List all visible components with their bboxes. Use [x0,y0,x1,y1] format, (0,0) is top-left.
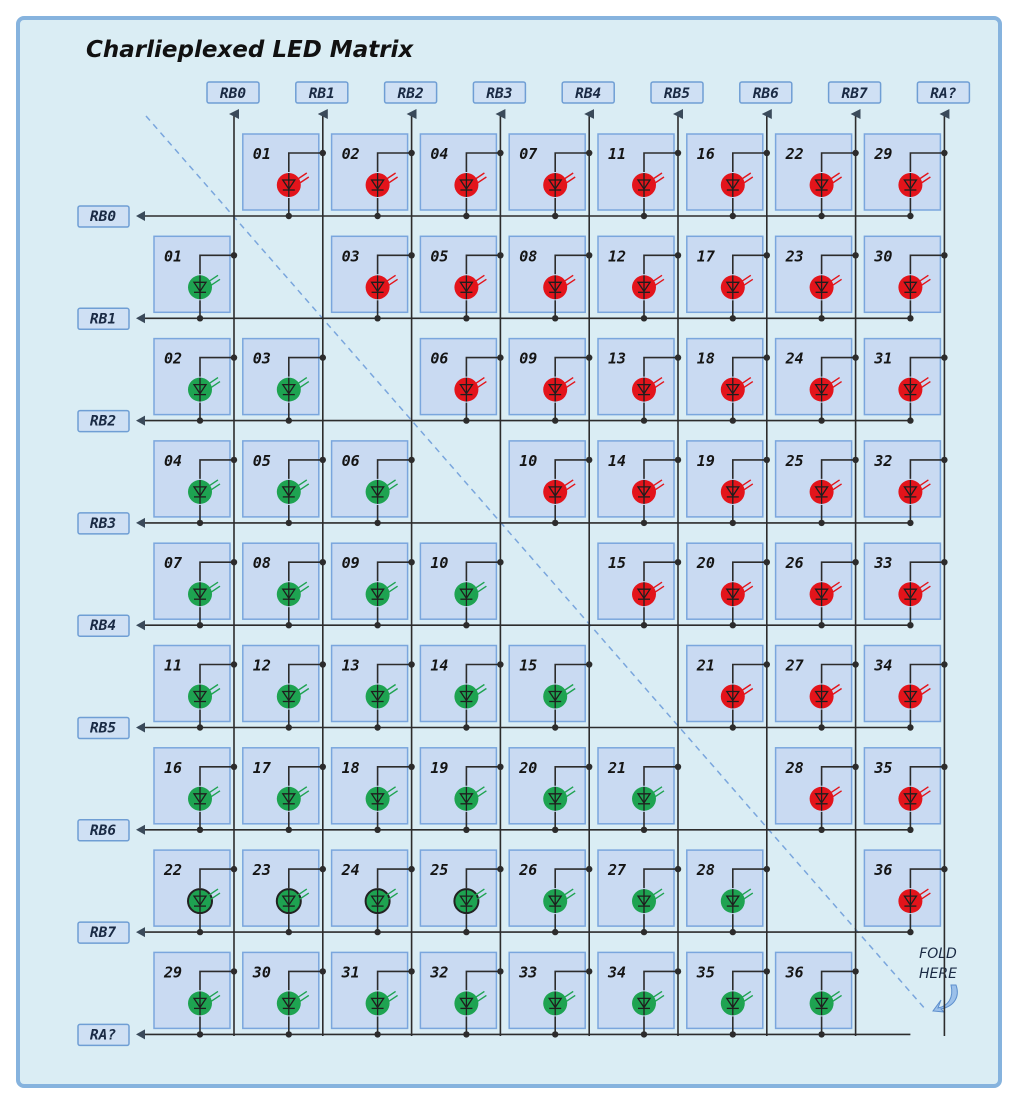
column-pin-tag [829,82,881,103]
junction-dot [408,559,414,565]
led-cell [598,441,674,517]
led-number: 05 [252,451,271,470]
led-number: 11 [608,145,627,163]
led-cell [776,441,852,517]
led-number: 14 [608,451,627,470]
junction-dot [764,354,770,360]
led-number: 34 [874,656,893,675]
led-cell [154,543,230,619]
led-number: 06 [430,349,449,368]
junction-dot [497,354,503,360]
junction-dot [408,968,414,974]
led-cell [509,748,585,824]
led-number: 10 [519,451,538,470]
junction-dot [941,866,947,872]
junction-dot [764,559,770,565]
led-cell [509,339,585,415]
junction-dot [941,559,947,565]
led-number: 15 [519,656,538,675]
led-number: 31 [874,349,893,368]
led-number: 18 [696,349,715,368]
led-cell [864,850,940,926]
junction-dot [586,252,592,258]
led-cell [154,441,230,517]
led-cell [154,236,230,312]
fold-label-line1: FOLD [919,946,957,962]
led-number: 12 [608,247,627,266]
junction-dot [320,457,326,463]
led-number: 16 [164,758,183,777]
led-cell [420,952,496,1028]
led-number: 32 [430,963,449,982]
led-number: 25 [785,451,804,470]
column-pin-label: RB6 [752,86,779,102]
led-cell [864,543,940,619]
led-cell [687,236,763,312]
row-pin-label: RB6 [89,822,117,839]
column-pin-tag [917,82,969,103]
led-number: 10 [430,554,449,573]
junction-dot [941,252,947,258]
led-cell [864,441,940,517]
led-number: 05 [430,247,449,266]
led-number: 23 [252,861,271,880]
junction-dot [231,354,237,360]
led-cell [332,134,408,210]
junction-dot [852,661,858,667]
led-number: 19 [430,758,449,777]
junction-dot [586,866,592,872]
junction-dot [320,559,326,565]
led-cell [509,646,585,722]
led-cell [864,748,940,824]
led-cell [687,952,763,1028]
row-pin-tag [78,411,129,432]
led-number: 03 [252,349,271,368]
led-cell [509,850,585,926]
led-cell [243,339,319,415]
row-pin-tag [78,206,129,227]
led-cell [776,543,852,619]
led-number: 02 [341,145,360,163]
led-cell [509,441,585,517]
junction-dot [231,866,237,872]
junction-dot [852,559,858,565]
row-pin-label: RB1 [89,311,117,328]
led-number: 31 [341,963,360,982]
led-number: 28 [785,758,804,777]
row-pin-label: RB4 [89,618,117,635]
led-number: 08 [252,554,271,573]
junction-dot [497,764,503,770]
led-number: 16 [696,145,715,163]
led-cell [332,646,408,722]
led-number: 20 [519,758,538,777]
junction-dot [675,354,681,360]
column-pin-tag [207,82,259,103]
led-cell [509,952,585,1028]
junction-dot [852,354,858,360]
led-cell [243,646,319,722]
led-cell [332,850,408,926]
junction-dot [852,252,858,258]
led-number: 14 [430,656,449,675]
junction-dot [941,457,947,463]
led-cell [420,646,496,722]
led-number: 09 [519,349,538,368]
led-cell [243,441,319,517]
led-number: 13 [341,656,360,675]
junction-dot [941,661,947,667]
led-number: 29 [874,145,893,163]
column-pin-tag [740,82,792,103]
led-number: 26 [785,554,804,573]
led-number: 01 [252,145,271,163]
led-number: 04 [430,145,449,163]
led-number: 24 [785,349,804,368]
junction-dot [675,150,681,156]
junction-dot [408,150,414,156]
led-number: 34 [608,963,627,982]
led-cell [243,850,319,926]
led-cell [509,134,585,210]
led-number: 36 [785,963,804,982]
led-number: 01 [164,247,183,266]
led-cell [420,134,496,210]
junction-dot [231,559,237,565]
led-number: 17 [252,758,271,777]
led-cell [776,134,852,210]
row-pin-tag [78,513,129,534]
column-pin-tag [385,82,437,103]
junction-dot [231,661,237,667]
led-number: 04 [164,451,183,470]
led-cell [243,543,319,619]
junction-dot [497,661,503,667]
led-cell [243,952,319,1028]
junction-dot [764,150,770,156]
junction-dot [852,457,858,463]
junction-dot [586,354,592,360]
row-pin-tag [78,308,129,329]
junction-dot [675,252,681,258]
led-cell [864,646,940,722]
row-pin-label: RB0 [89,209,117,225]
junction-dot [764,457,770,463]
led-number: 32 [874,451,893,470]
led-number: 22 [785,145,804,163]
led-cell [864,236,940,312]
junction-dot [408,661,414,667]
led-cell [687,339,763,415]
row-pin-label: RB5 [89,720,117,737]
junction-dot [941,354,947,360]
column-pin-label: RB1 [308,86,335,102]
junction-dot [764,661,770,667]
junction-dot [941,150,947,156]
led-cell [420,543,496,619]
row-pin-tag [78,1024,129,1045]
led-cell [687,646,763,722]
junction-dot [497,150,503,156]
row-pin-label: RB2 [89,413,117,430]
column-pin-tag [296,82,348,103]
column-pin-label: RB7 [841,86,868,102]
led-number: 33 [519,963,538,982]
row-pin-label: RB7 [89,925,117,942]
junction-dot [320,661,326,667]
row-pin-label: RA? [89,1027,117,1044]
column-pin-label: RB0 [219,86,247,102]
column-pin-label: RB2 [397,86,424,102]
led-cell [687,134,763,210]
led-number: 21 [696,656,715,675]
junction-dot [231,764,237,770]
junction-dot [231,252,237,258]
junction-dot [941,764,947,770]
led-cell [332,952,408,1028]
led-number: 12 [252,656,271,675]
led-number: 20 [696,554,715,573]
junction-dot [497,968,503,974]
fold-label-line2: HERE [919,966,957,982]
junction-dot [586,457,592,463]
led-number: 07 [519,145,538,163]
led-number: 35 [696,963,715,982]
led-number: 15 [608,554,627,573]
column-pin-label: RB3 [486,86,513,102]
led-number: 35 [874,758,893,777]
junction-dot [231,457,237,463]
led-cell [332,441,408,517]
junction-dot [586,968,592,974]
led-number: 36 [874,861,893,880]
junction-dot [675,866,681,872]
diagram-title: Charlieplexed LED Matrix [86,37,414,63]
led-number: 18 [341,758,360,777]
led-number: 03 [341,247,360,266]
junction-dot [497,866,503,872]
column-pin-tag [651,82,703,103]
led-number: 21 [608,758,627,777]
junction-dot [764,968,770,974]
led-number: 27 [608,861,627,880]
junction-dot [320,968,326,974]
junction-dot [764,866,770,872]
led-number: 17 [696,247,715,266]
junction-dot [408,252,414,258]
led-cell [598,748,674,824]
led-cell [687,850,763,926]
led-cell [687,441,763,517]
led-number: 30 [874,247,893,266]
led-number: 13 [608,349,627,368]
junction-dot [497,559,503,565]
led-cell [154,952,230,1028]
junction-dot [320,354,326,360]
junction-dot [408,866,414,872]
led-cell [243,134,319,210]
led-number: 27 [785,656,804,675]
row-pin-tag [78,820,129,841]
led-number: 28 [696,861,715,880]
led-cell [598,850,674,926]
led-cell [687,543,763,619]
led-number: 08 [519,247,538,266]
led-cell [243,748,319,824]
led-number: 26 [519,861,538,880]
led-cell [420,850,496,926]
junction-dot [764,252,770,258]
column-pin-label: RB5 [663,86,691,102]
led-number: 09 [341,554,360,573]
led-cell [776,236,852,312]
junction-dot [586,661,592,667]
junction-dot [408,764,414,770]
led-cell [776,646,852,722]
led-number: 30 [252,963,271,982]
column-pin-tag [473,82,525,103]
led-cell [776,952,852,1028]
column-pin-label: RA? [930,86,957,102]
junction-dot [320,150,326,156]
led-cell [864,339,940,415]
led-number: 06 [341,451,360,470]
junction-dot [852,968,858,974]
led-cell [154,646,230,722]
led-number: 07 [164,554,183,573]
led-cell [154,339,230,415]
led-cell [776,748,852,824]
led-cell [776,339,852,415]
junction-dot [408,457,414,463]
junction-dot [852,764,858,770]
row-pin-tag [78,718,129,739]
junction-dot [675,457,681,463]
led-cell [598,952,674,1028]
led-cell [420,339,496,415]
junction-dot [497,252,503,258]
junction-dot [586,150,592,156]
led-cell [420,748,496,824]
column-pin-tag [562,82,614,103]
led-number: 24 [341,861,360,880]
junction-dot [675,968,681,974]
led-cell [598,543,674,619]
led-number: 33 [874,554,893,573]
led-cell [332,748,408,824]
row-pin-label: RB3 [89,515,117,532]
led-cell [864,134,940,210]
led-number: 02 [164,349,183,368]
column-pin-label: RB4 [575,86,602,102]
junction-dot [320,764,326,770]
led-cell [598,134,674,210]
led-cell [509,236,585,312]
led-number: 19 [696,451,715,470]
led-cell [154,850,230,926]
row-pin-tag [78,922,129,943]
led-cell [332,543,408,619]
led-number: 25 [430,861,449,880]
led-number: 23 [785,247,804,266]
junction-dot [320,866,326,872]
led-cell [154,748,230,824]
junction-dot [675,764,681,770]
led-number: 29 [164,963,183,982]
led-cell [420,236,496,312]
junction-dot [675,559,681,565]
led-cell [332,236,408,312]
led-number: 11 [164,656,183,675]
led-number: 22 [164,861,183,880]
junction-dot [586,764,592,770]
led-cell [598,236,674,312]
led-cell [598,339,674,415]
junction-dot [852,150,858,156]
row-pin-tag [78,615,129,636]
junction-dot [231,968,237,974]
